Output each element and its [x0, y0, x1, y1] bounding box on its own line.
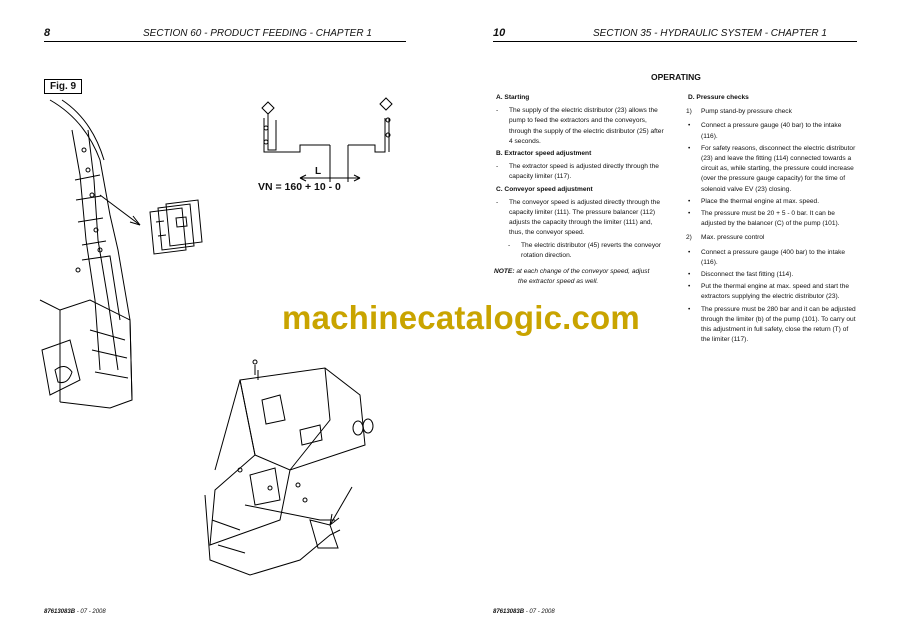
frame-chute-drawing [40, 100, 132, 408]
list-item: • The pressure must be 20 + 5 - 0 bar. It can be adjusted by the balancer (C) of the pump (101). [688, 210, 840, 228]
subheading-starting: A. Starting [496, 94, 530, 101]
pointer-arrow-2 [330, 487, 352, 525]
list-item: • Connect a pressure gauge (400 bar) to the intake (116). [688, 248, 846, 266]
numbered-step: 1) Pump stand-by pressure check [686, 108, 792, 116]
figure-label: Fig. 9 [44, 79, 82, 94]
right-footer: 87613083B - 07 - 2008 [493, 609, 555, 615]
right-column-2 [686, 92, 858, 347]
right-header-rule [493, 41, 857, 42]
list-item: - The electric distributor (45) reverts the conveyor rotation direction. [508, 241, 661, 259]
list-item: • For safety reasons, disconnect the electric distributor (23) and leave the fitting (114) connected towards a circuit as, while starting, the pressure could increase (over the pressure gauge capacity) for the time of solenoid valve EV (23) closing. [688, 144, 856, 193]
numbered-step: 2) Max. pressure control [686, 234, 765, 242]
pointer-arrow-1 [100, 195, 140, 225]
subheading-extractor-speed: B. Extractor speed adjustment [496, 150, 592, 158]
dimension-label: L [315, 166, 322, 177]
list-item: - The conveyor speed is adjusted directly through the capacity limiter (111). The pressure balancer (112) adjusts the capacity through the limiter (111) and, thus, the conveyor speed. [496, 198, 661, 237]
list-item: • The pressure must be 280 bar and it can be adjusted through the limiter (b) of the pump (101). To carry out this adjustment in full safety, close the return (T) of the limiter (117). [688, 305, 856, 344]
bracket-dimension-drawing [262, 98, 392, 182]
operating-heading: OPERATING [651, 72, 701, 82]
left-footer: 87613083B - 07 - 2008 [44, 609, 106, 615]
subheading-conveyor-speed: C. Conveyor speed adjustment [496, 185, 593, 193]
note: NOTE: at each change of the conveyor speed, adjust the extractor speed as well. [494, 268, 650, 286]
list-item: • Disconnect the fast fitting (114). [688, 271, 794, 279]
formula-text: VN = 160 + 10 - 0 [258, 181, 341, 193]
right-section-title: SECTION 35 - HYDRAULIC SYSTEM - CHAPTER 1 [593, 28, 827, 39]
list-item: • Put the thermal engine at max. speed and start the extractors supplying the electric distributor (23). [688, 283, 850, 301]
left-section-title: SECTION 60 - PRODUCT FEEDING - CHAPTER 1 [143, 28, 372, 39]
shim-plates-drawing [150, 200, 202, 254]
list-item: • Connect a pressure gauge (40 bar) to the intake (116). [688, 122, 842, 140]
right-column-1 [494, 92, 666, 287]
list-item: • Place the thermal engine at max. speed. [688, 197, 820, 205]
subheading-pressure-checks: D. Pressure checks [688, 94, 749, 101]
feeder-assembly-drawing [205, 360, 373, 575]
right-page-number: 10 [493, 27, 506, 39]
left-page-number: 8 [44, 27, 51, 39]
list-item: - The supply of the electric distributor (23) allows the pump to feed the extractors and the conveyors, through the supply of the electric distributor (25) after 4 seconds. [496, 107, 664, 145]
watermark: machinecatalogic.com [282, 299, 640, 336]
list-item: - The extractor speed is adjusted directly through the capacity limiter (117). [496, 163, 659, 181]
